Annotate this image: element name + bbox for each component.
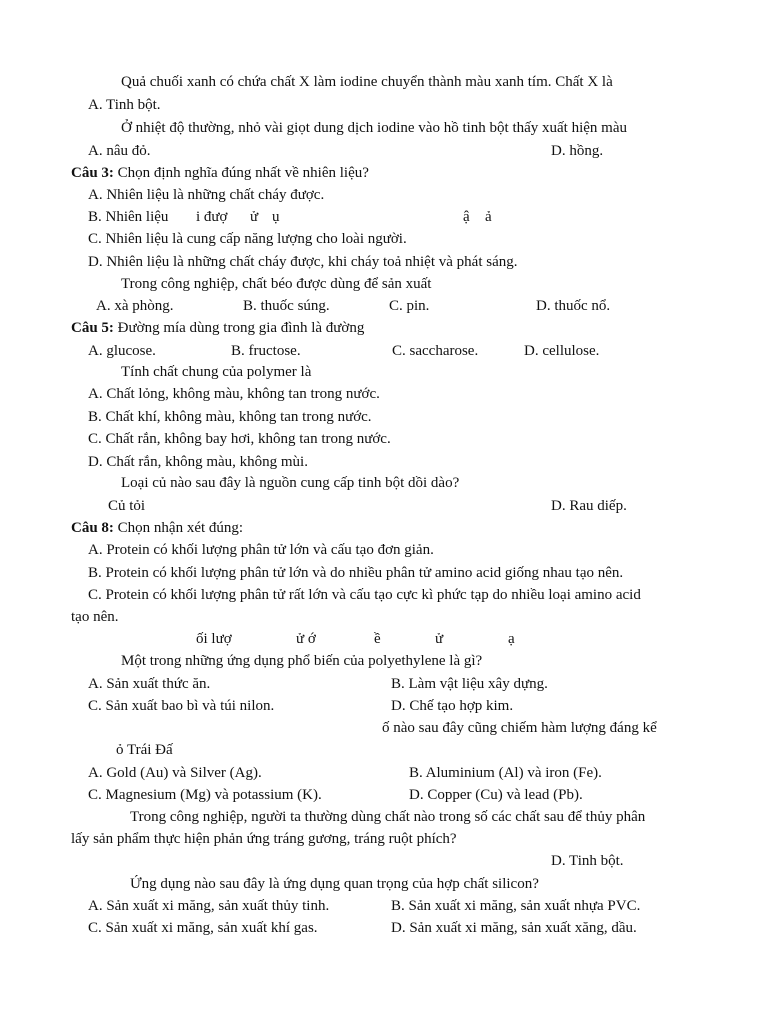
question-8-option-a: A. Protein có khối lượng phân tử lớn và cấu tạo đơn giản. [88,542,434,558]
question-10-stem: ố nào sau đây cũng chiếm hàm lượng đáng kể [382,720,657,736]
question-10-option-a: A. Gold (Au) và Silver (Ag). [88,765,262,781]
question-11-option-d: D. Tinh bột. [551,853,624,869]
question-2-option-d: D. hồng. [551,143,604,159]
question-6-option-a: A. Chất lỏng, không màu, không tan trong nước. [88,386,380,402]
question-3-option-c: C. Nhiên liệu là cung cấp năng lượng cho loài người. [88,231,407,247]
question-3-option-b-fragment: ụ [272,209,280,225]
question-6-option-c: C. Chất rắn, không bay hơi, không tan trong nước. [88,431,391,447]
question-5-text: Đường mía dùng trong gia đình là đường [113,320,365,336]
question-2-option-a: A. nâu đỏ. [88,143,151,159]
question-4-option-d: D. thuốc nổ. [536,298,611,314]
question-3-stem [71,163,369,183]
question-10-stem-continued: ỏ Trái Đấ [116,742,173,758]
question-8-text: Chọn nhận xét đúng: [113,520,244,536]
question-8-option-c: C. Protein có khối lượng phân tử rất lớn và cấu tạo cực kì phức tạp do nhiều loại amino acid [88,587,641,603]
question-3-option-b-fragment: ậ [463,209,470,225]
question-3-option-b-fragment: ả [485,209,492,225]
question-7-option-c: Củ tỏi [108,498,146,514]
question-8-option-c-continued: tạo nên. [71,609,119,625]
question-3-option-d: D. Nhiên liệu là những chất cháy được, khi cháy toả nhiệt và phát sáng. [88,254,518,270]
question-6-stem: Tính chất chung của polymer là [121,364,312,380]
question-5-option-b: B. fructose. [231,343,301,359]
question-3-option-b-fragment: ử [250,209,259,225]
question-1-option-a: A. Tinh bột. [88,97,161,113]
question-10-option-d: D. Copper (Cu) và lead (Pb). [409,787,583,803]
question-3-label: Câu 3: [71,165,114,181]
question-10-option-b: B. Aluminium (Al) và iron (Fe). [409,765,602,781]
question-5-stem [71,318,364,338]
question-6-option-b: B. Chất khí, không màu, không tan trong nước. [88,409,372,425]
question-8-label: Câu 8: [71,520,114,536]
question-8-option-d-fragment: ử [435,631,444,647]
question-9-stem: Một trong những ứng dụng phổ biến của polyethylene là gì? [121,653,483,669]
question-7-stem: Loại củ nào sau đây là nguồn cung cấp tinh bột dồi dào? [121,475,460,491]
question-1-stem: Quả chuối xanh có chứa chất X làm iodine chuyển thành màu xanh tím. Chất X là [121,74,613,90]
question-2-stem: Ở nhiệt độ thường, nhỏ vài giọt dung dịch iodine vào hồ tinh bột thấy xuất hiện màu [121,120,627,136]
question-12-option-d: D. Sản xuất xi măng, sản xuất xăng, dầu. [391,920,637,936]
question-4-option-b: B. thuốc súng. [243,298,330,314]
question-9-option-a: A. Sản xuất thức ăn. [88,676,211,692]
question-5-label: Câu 5: [71,320,114,336]
question-11-stem-continued: lấy sản phẩm thực hiện phản ứng tráng gương, tráng ruột phích? [71,831,457,847]
question-9-option-d: D. Chế tạo hợp kim. [391,698,514,714]
question-8-option-b: B. Protein có khối lượng phân tử lớn và do nhiều phân tử amino acid giống nhau tạo nên. [88,565,624,581]
question-3-option-b: B. Nhiên liệu [88,209,169,225]
question-3-text: Chọn định nghĩa đúng nhất về nhiên liệu? [113,165,369,181]
question-5-option-a: A. glucose. [88,343,156,359]
question-3-option-b-fragment: i đượ [196,209,228,225]
question-8-option-d-fragment: ử ớ [296,631,316,647]
question-12-stem: Ứng dụng nào sau đây là ứng dụng quan trọng của hợp chất silicon? [130,876,539,892]
question-8-option-d-fragment: ối lượ [196,631,232,647]
question-8-option-d-fragment: ề [374,631,381,647]
question-12-option-b: B. Sản xuất xi măng, sản xuất nhựa PVC. [391,898,641,914]
question-4-option-a: A. xà phòng. [96,298,174,314]
question-3-option-a: A. Nhiên liệu là những chất cháy được. [88,187,325,203]
question-11-stem: Trong công nghiệp, người ta thường dùng chất nào trong số các chất sau để thủy phân [130,809,646,825]
question-12-option-a: A. Sản xuất xi măng, sản xuất thủy tinh. [88,898,330,914]
question-7-option-d: D. Rau diếp. [551,498,627,514]
question-9-option-b: B. Làm vật liệu xây dựng. [391,676,548,692]
question-9-option-c: C. Sản xuất bao bì và túi nilon. [88,698,275,714]
question-8-option-d-fragment: ạ [508,631,515,647]
question-5-option-d: D. cellulose. [524,343,600,359]
question-4-option-c: C. pin. [389,298,430,314]
question-8-stem [71,518,243,538]
question-6-option-d: D. Chất rắn, không màu, không mùi. [88,454,308,470]
question-12-option-c: C. Sản xuất xi măng, sản xuất khí gas. [88,920,318,936]
question-5-option-c: C. saccharose. [392,343,479,359]
question-4-stem: Trong công nghiệp, chất béo được dùng để sản xuất [121,276,432,292]
question-10-option-c: C. Magnesium (Mg) và potassium (K). [88,787,322,803]
